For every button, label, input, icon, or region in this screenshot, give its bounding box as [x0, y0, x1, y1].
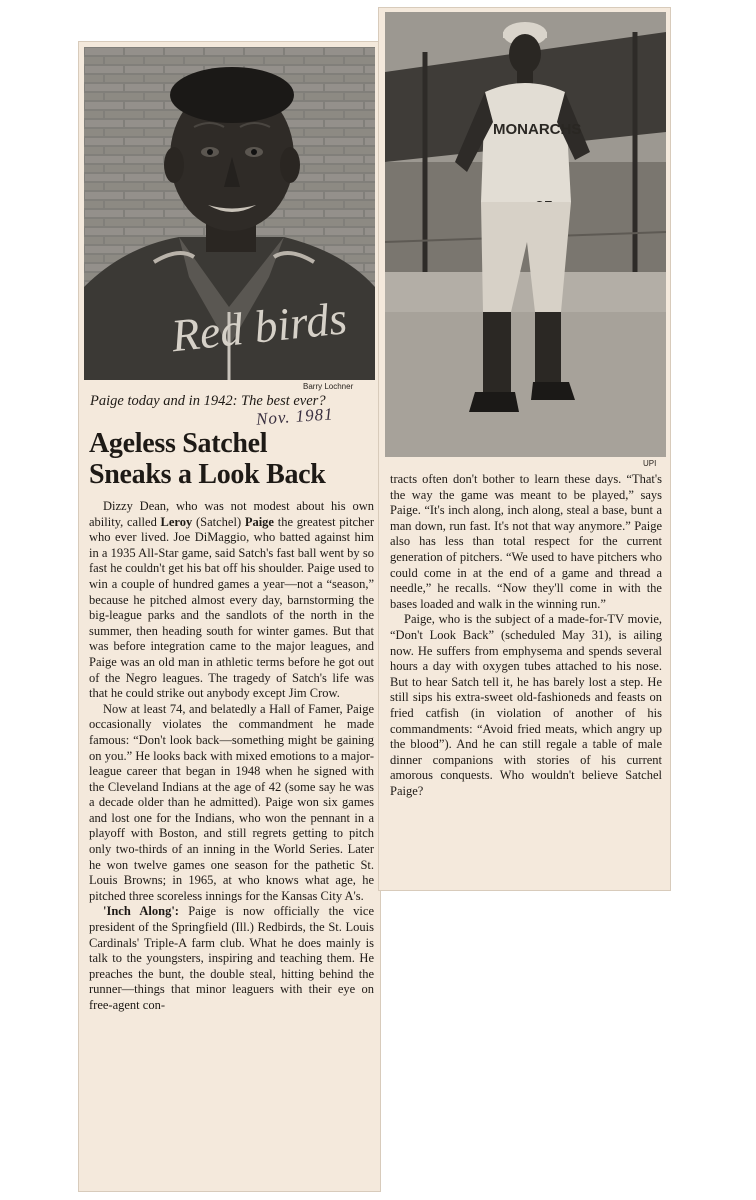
jersey-lettering: MONARCHS: [493, 121, 582, 138]
jacket-logo: Red birds: [168, 292, 350, 362]
photo-paige-1942: [385, 12, 666, 457]
subhead-inch-along: 'Inch Along':: [103, 904, 179, 919]
photo-credit-right: UPI: [643, 459, 657, 468]
photo-credit-left: Barry Lochner: [303, 382, 354, 391]
article-paragraph-4: Paige, who is the subject of a made-for-TV movie, “Don't Look Back” (scheduled May 31), is ailing now. He suffers from emphysema and spends several hours a day with oxygen tubes attached to his nose. But to hear Satch tell it, he has barely lost a step. He still sips his extra-sweet old-fashioneds and feasts on fried catfish (in violation of another of his commandments: “Avoid fried meats, which angry up the blood”). And he can still regale a table of male dinner companions with stories of his current amorous conquests. Who wouldn't believe Satchel Paige?: [390, 612, 662, 798]
article-column-right: [390, 472, 662, 799]
handwritten-date: Nov. 1981: [255, 404, 335, 429]
article-paragraph-3-continued: tracts often don't bother to learn these days. “That's the way the game was meant to be played,” says Paige. “It's inch along, inch along, steal a base, bunt a man down, run fast. It's not that way anymore.” Paige also has less than total respect for the current generation of pitchers. “We used to have pitchers who could come in at the end of a game and thread a needle,” he recalls. “Now they'll come in with the bases loaded and walk in the winning run.”: [390, 472, 662, 611]
headline: [89, 428, 374, 490]
headline-line-1: Ageless Satchel: [89, 428, 268, 459]
photo-paige-today: [84, 47, 375, 380]
headline-line-2: Sneaks a Look Back: [89, 459, 326, 490]
article-paragraph-2: Now at least 74, and belatedly a Hall of Famer, Paige occasionally violates the commandment he made famous: “Don't look back—something might be gaining on you.” He looks back with mixed emotions to a major-league career that began in 1948 when he signed with the Cleveland Indians at the age of 42 (some say he was a decade older than he admitted). Paige won six games and lost one for the Indians, who won the pennant in a playoff with Boston, and still regrets getting to pitch only two-thirds of an inning in the World Series. Later he won twelve games one season for the pathetic St. Louis Browns; in 1965, at who knows what age, he pitched three scoreless innings for the Kansas City A's.: [89, 701, 374, 903]
article-paragraph-3: 'Inch Along': Paige is now officially the vice president of the Springfield (Ill.) Redbirds, the St. Louis Cardinals' Triple-A farm club. What he does mainly is talk to the youngsters, inspiring and teaching them. He preaches the bunt, the double steal, hitting behind the runner—things that minor leaguers with their eye on free-agent con-: [89, 904, 374, 1012]
article-paragraph-1: Dizzy Dean, who was not modest about his own ability, called Leroy (Satchel) Paige the greatest pitcher who ever lived. Joe DiMaggio, who batted against him in a 1935 All-Star game, said Satch's fast ball went by so fast he couldn't get his bat off his shoulder. Paige used to win a couple of hundred games a year—not a “season,” because he pitched almost every day, barnstorming the big-league parks and the sandlots of the north in the summer, then heading south for winter games. But that was before integration came to the major leagues, and Paige was an old man in athletic terms before he got out of the Negro leagues. The tragedy of Satch's life was that he could strike out anybody except Jim Crow.: [89, 499, 375, 701]
article-column-left: [89, 499, 374, 1014]
photo-caption: Paige today and in 1942: The best ever?: [90, 393, 326, 409]
